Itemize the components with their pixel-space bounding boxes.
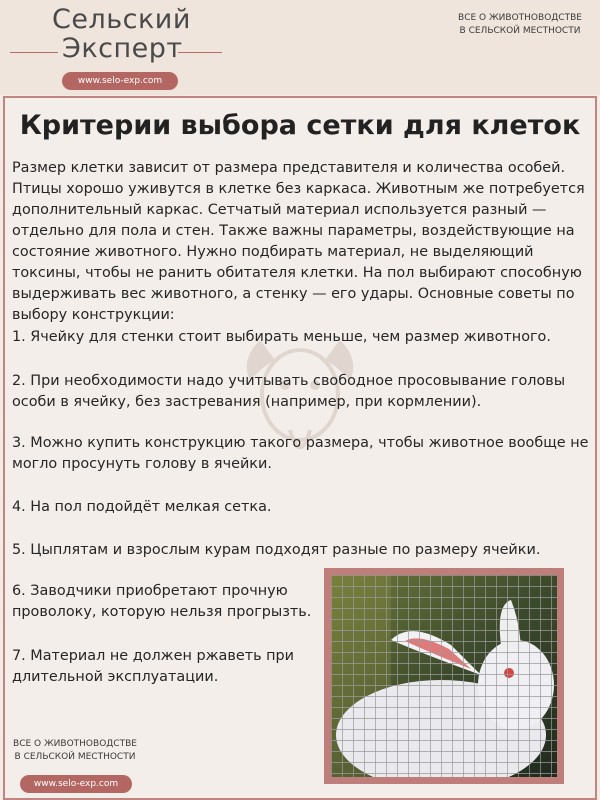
tip-3: 3. Можно купить конструкцию такого размера, чтобы животное вообще не могло просунуть голову в ячейки.	[12, 435, 589, 472]
tip-4: 4. На пол подойдёт мелкая сетка.	[12, 499, 272, 515]
tip-2: 2. При необходимости надо учитывать свободное просовывание головы особи в ячейку, без застревания (например, при кормлении).	[12, 373, 566, 410]
tip-5: 5. Цыплятам и взрослым курам подходят разные по размеру ячейки.	[12, 542, 541, 558]
tip-7: 7. Материал не должен ржаветь при длительной эксплуатации.	[12, 648, 295, 685]
logo-divider-left	[10, 52, 58, 53]
footer-tagline-line1: ВСЕ О ЖИВОТНОВОДСТВЕ	[13, 739, 137, 749]
header-tagline	[455, 12, 585, 38]
footer-site-url-badge[interactable]: www.selo-exp.com	[20, 775, 132, 793]
rabbit-in-cage-photo	[331, 575, 557, 777]
logo-text-line2: Эксперт	[62, 33, 183, 64]
site-header	[0, 0, 600, 95]
footer-tagline	[10, 738, 140, 764]
header-tagline-line2: В СЕЛЬСКОЙ МЕСТНОСТИ	[459, 26, 581, 36]
rabbit-in-cage-image	[331, 575, 557, 777]
article-intro: Размер клетки зависит от размера представителя и количества особей. Птицы хорошо уживутся в клетке без каркаса. Животным же потребуется дополнительный каркас. Сетчатый материал используется разный — отдельно для пола и стен. Также важны параметры, воздействующие на состояние животного. Нужно подбирать материал, не выделяющий токсины, чтобы не ранить обитателя клетки. На пол выбирают способную выдерживать вес животного, а стенку — его удары. Основные советы по выбору конструкции:	[12, 160, 585, 323]
article-title: Критерии выбора сетки для клеток	[19, 110, 581, 141]
site-url-badge[interactable]: www.selo-exp.com	[62, 72, 178, 90]
footer-tagline-line2: В СЕЛЬСКОЙ МЕСТНОСТИ	[14, 752, 136, 762]
tip-6: 6. Заводчики приобретают прочную проволоку, которую нельзя прогрызть.	[12, 583, 312, 620]
logo-text-line1: Сельский	[52, 4, 191, 35]
tip-1: 1. Ячейку для стенки стоит выбирать меньше, чем размер животного.	[12, 329, 551, 345]
header-tagline-line1: ВСЕ О ЖИВОТНОВОДСТВЕ	[458, 13, 582, 23]
